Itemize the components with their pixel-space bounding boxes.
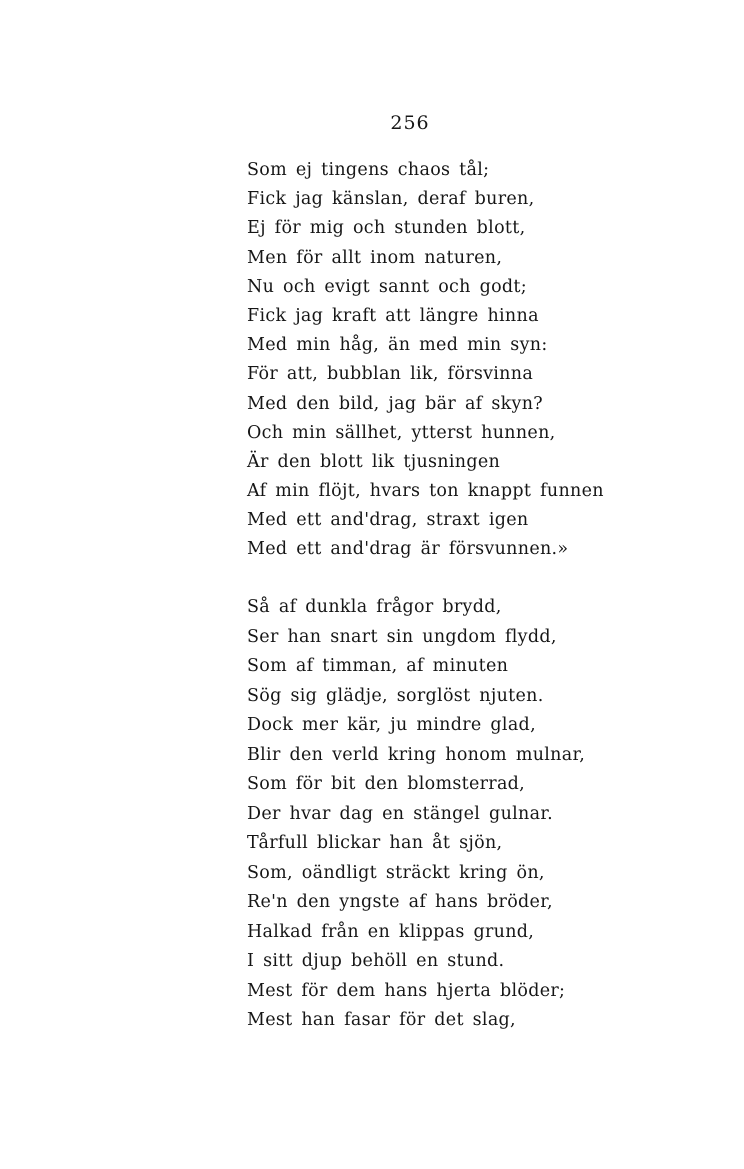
verse-line: Som, oändligt sträckt kring ön, — [247, 862, 545, 883]
verse-line: Som för bit den blomsterrad, — [247, 774, 526, 794]
verse-line: Nu och evigt sannt och godt; — [247, 276, 527, 297]
verse-line: Mest för dem hans hjerta blöder; — [247, 980, 566, 1001]
verse-line: Så af dunkla frågor brydd, — [247, 597, 502, 617]
verse-line: Dock mer kär, ju mindre glad, — [247, 715, 536, 735]
verse-line: Ser han snart sin ungdom flydd, — [247, 626, 557, 647]
verse-line: Med ett and'drag, straxt igen — [247, 510, 529, 531]
verse-line: Som ej tingens chaos tål; — [247, 160, 490, 180]
stanza-2 — [247, 593, 585, 1036]
verse-line: Fick jag känslan, deraf buren, — [247, 189, 535, 210]
verse-line: Med ett and'drag är försvunnen.» — [247, 539, 569, 560]
verse-line: Mest han fasar för det slag, — [247, 1010, 516, 1030]
verse-line: Tårfull blickar han åt sjön, — [247, 833, 503, 853]
stanza-1 — [247, 156, 604, 565]
verse-line: Med min håg, än med min syn: — [247, 335, 548, 356]
verse-line: Der hvar dag en stängel gulnar. — [247, 803, 553, 824]
verse-line: Ej för mig och stunden blott, — [247, 218, 526, 239]
verse-line: Blir den verld kring honom mulnar, — [247, 744, 586, 765]
verse-line: Sög sig glädje, sorglöst njuten. — [247, 685, 544, 706]
verse-line: Re'n den yngste af hans bröder, — [247, 892, 553, 912]
verse-line: Och min sällhet, ytterst hunnen, — [247, 422, 556, 443]
verse-line: Men för allt inom naturen, — [247, 247, 503, 268]
verse-line: Med den bild, jag bär af skyn? — [247, 393, 543, 414]
verse-line: Halkad från en klippas grund, — [247, 921, 535, 942]
page-number: 256 — [390, 112, 430, 134]
verse-line: I sitt djup behöll en stund. — [247, 951, 505, 971]
verse-line: Fick jag kraft att längre hinna — [247, 305, 539, 326]
verse-line: För att, bubblan lik, försvinna — [247, 364, 534, 385]
verse-line: Af min flöjt, hvars ton knappt funnen — [247, 481, 604, 502]
verse-line: Som af timman, af minuten — [247, 656, 509, 676]
verse-line: Är den blott lik tjusningen — [247, 451, 501, 472]
